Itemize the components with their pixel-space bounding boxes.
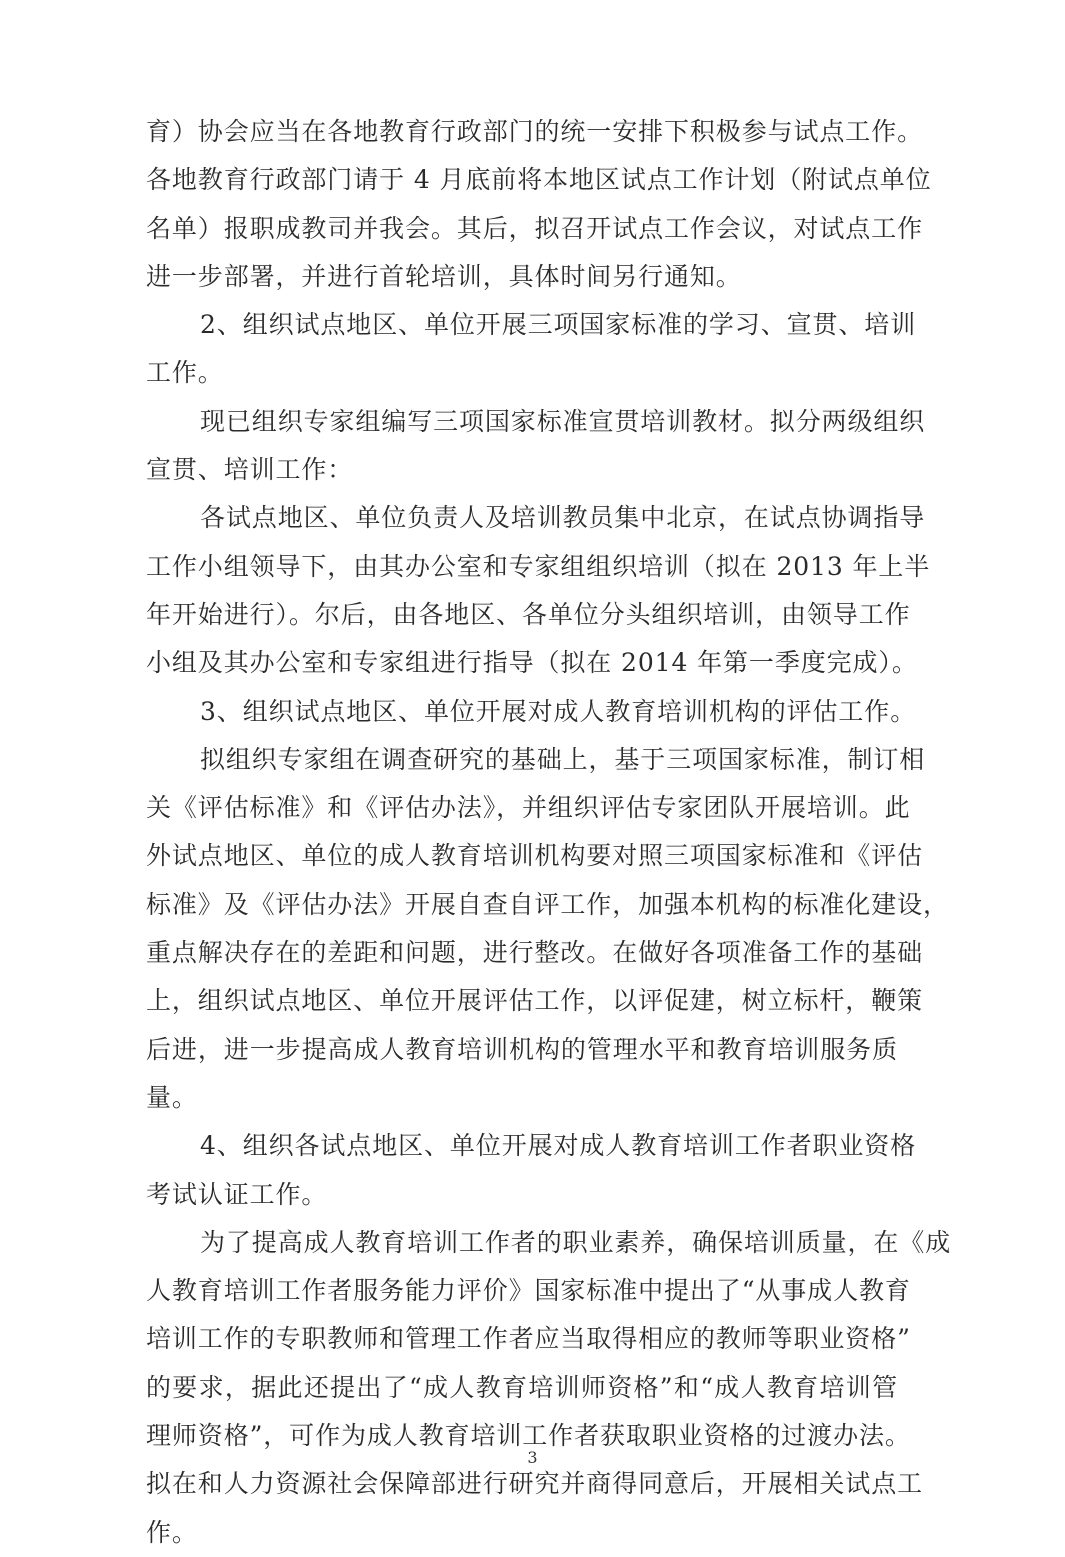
text-line: 外试点地区、单位的成人教育培训机构要对照三项国家标准和《评估 bbox=[146, 841, 924, 871]
text-line: 进一步部署，并进行首轮培训，具体时间另行通知。 bbox=[146, 261, 742, 291]
section-heading-4: 4、组织各试点地区、单位开展对成人教育培训工作者职业资格 bbox=[200, 1131, 917, 1161]
text-line: 拟组织专家组在调查研究的基础上，基于三项国家标准，制订相 bbox=[200, 744, 926, 774]
text-line: 理师资格”，可作为成人教育培训工作者获取职业资格的过渡办法。 bbox=[146, 1421, 911, 1451]
text-line: 宣贯、培训工作： bbox=[146, 455, 354, 485]
text-line: 考试认证工作。 bbox=[146, 1179, 328, 1209]
text-line: 小组及其办公室和专家组进行指导（拟在 2014 年第一季度完成）。 bbox=[146, 648, 918, 678]
section-heading-3: 3、组织试点地区、单位开展对成人教育培训机构的评估工作。 bbox=[200, 696, 917, 726]
text-line: 标准》及《评估办法》开展自查自评工作，加强本机构的标准化建设， bbox=[146, 889, 949, 919]
text-line: 的要求，据此还提出了“成人教育培训师资格”和“成人教育培训管 bbox=[146, 1372, 898, 1402]
text-line: 量。 bbox=[146, 1082, 198, 1112]
text-line: 为了提高成人教育培训工作者的职业素养，确保培训质量，在《成 bbox=[200, 1227, 952, 1257]
text-line: 各地教育行政部门请于 4 月底前将本地区试点工作计划（附试点单位 bbox=[146, 165, 932, 195]
text-line: 人教育培训工作者服务能力评价》国家标准中提出了“从事成人教育 bbox=[146, 1276, 911, 1306]
text-line: 培训工作的专职教师和管理工作者应当取得相应的教师等职业资格” bbox=[146, 1324, 911, 1354]
text-line: 关《评估标准》和《评估办法》，并组织评估专家团队开展培训。此 bbox=[146, 793, 911, 823]
text-line: 拟在和人力资源社会保障部进行研究并商得同意后，开展相关试点工 bbox=[146, 1469, 924, 1499]
text-line: 作。 bbox=[146, 1517, 198, 1547]
text-line: 育）协会应当在各地教育行政部门的统一安排下积极参与试点工作。 bbox=[146, 117, 924, 146]
page-number: 3 bbox=[527, 1448, 538, 1467]
text-line: 现已组织专家组编写三项国家标准宣贯培训教材。拟分两级组织 bbox=[200, 406, 926, 436]
text-line: 工作小组领导下，由其办公室和专家组组织培训（拟在 2013 年上半 bbox=[146, 551, 931, 581]
body-text bbox=[146, 108, 952, 1557]
text-line: 工作。 bbox=[146, 358, 224, 388]
text-line: 各试点地区、单位负责人及培训教员集中北京，在试点协调指导 bbox=[200, 503, 926, 533]
text-line: 上，组织试点地区、单位开展评估工作，以评促建，树立标杆，鞭策 bbox=[146, 986, 924, 1016]
text-line: 重点解决存在的差距和问题，进行整改。在做好各项准备工作的基础 bbox=[146, 938, 924, 968]
text-line: 年开始进行）。尔后，由各地区、各单位分头组织培训，由领导工作 bbox=[146, 599, 911, 629]
text-line: 后进，进一步提高成人教育培训机构的管理水平和教育培训服务质 bbox=[146, 1034, 898, 1064]
text-line: 名单）报职成教司并我会。其后，拟召开试点工作会议，对试点工作 bbox=[146, 213, 924, 243]
section-heading-2: 2、组织试点地区、单位开展三项国家标准的学习、宣贯、培训 bbox=[200, 310, 917, 340]
